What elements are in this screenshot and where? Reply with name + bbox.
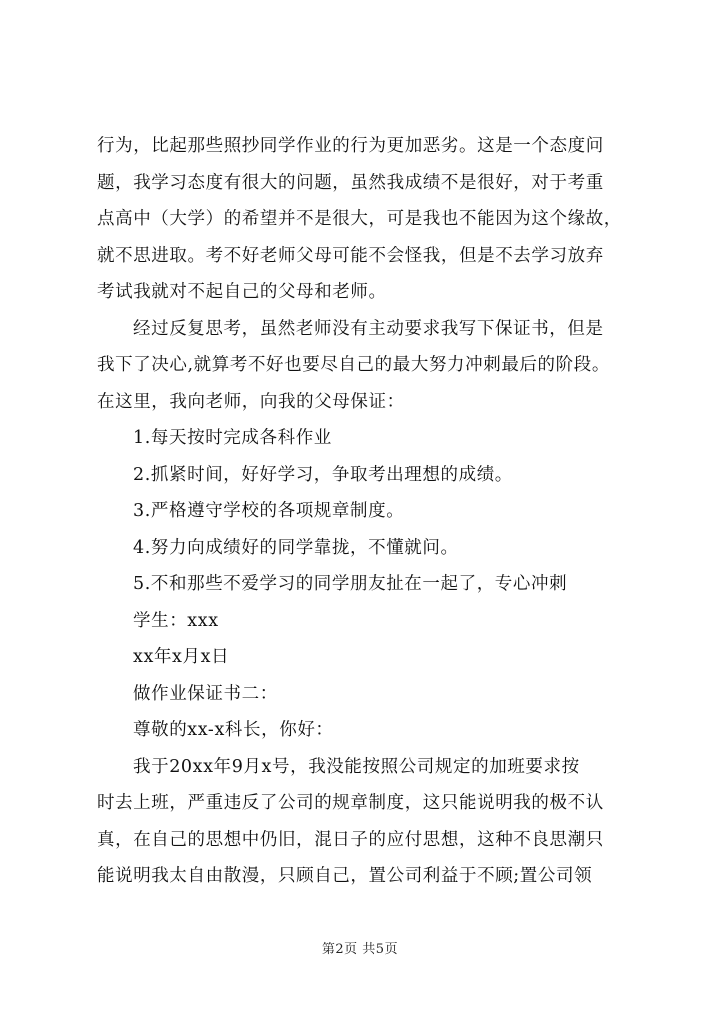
body-line: 时去上班，严重违反了公司的规章制度，这只能说明我的极不认: [97, 793, 604, 813]
page-number: 第2页 共5页: [321, 942, 399, 957]
body-line: 就不思进取。考不好老师父母可能不会怪我，但是不去学习放弃: [97, 245, 604, 266]
body-line: 考试我就对不起自己的父母和老师。: [97, 282, 387, 302]
body-line: 能说明我太自由散漫，只顾自己，置公司利益于不顾;置公司领: [97, 866, 593, 886]
signature-date: xx年x月x日: [133, 647, 230, 667]
body-line: 在这里，我向老师，向我的父母保证：: [97, 391, 405, 412]
list-item: 2.抓紧时间，好好学习，争取考出理想的成绩。: [133, 464, 513, 485]
salutation: 尊敬的xx-x科长，你好：: [133, 720, 334, 740]
body-line: 我下了决心,就算考不好也要尽自己的最大努力冲刺最后的阶段。: [97, 355, 610, 375]
body-line: 我于20xx年9月x号，我没能按照公司规定的加班要求按: [133, 756, 580, 777]
section-heading: 做作业保证书二：: [133, 683, 278, 704]
list-item: 5.不和那些不爱学习的同学朋友扯在一起了，专心冲刺: [133, 574, 568, 594]
body-line: 题，我学习态度有很大的问题，虽然我成绩不是很好，对于考重: [97, 172, 604, 193]
document-body: [97, 128, 627, 895]
list-item: 1.每天按时完成各科作业: [133, 428, 332, 448]
body-line: 行为，比起那些照抄同学作业的行为更加恶劣。这是一个态度问: [97, 136, 604, 156]
signature-student: 学生：xxx: [133, 610, 219, 631]
list-item: 4.努力向成绩好的同学靠拢，不懂就问。: [133, 537, 459, 558]
list-item: 3.严格遵守学校的各项规章制度。: [133, 501, 405, 521]
body-line: 真，在自己的思想中仍旧，混日子的应付思想，这种不良思潮只: [97, 829, 604, 850]
body-line: 经过反复思考，虽然老师没有主动要求我写下保证书，但是: [133, 318, 604, 339]
body-line: 点高中（大学）的希望并不是很大，可是我也不能因为这个缘故，: [97, 209, 622, 229]
